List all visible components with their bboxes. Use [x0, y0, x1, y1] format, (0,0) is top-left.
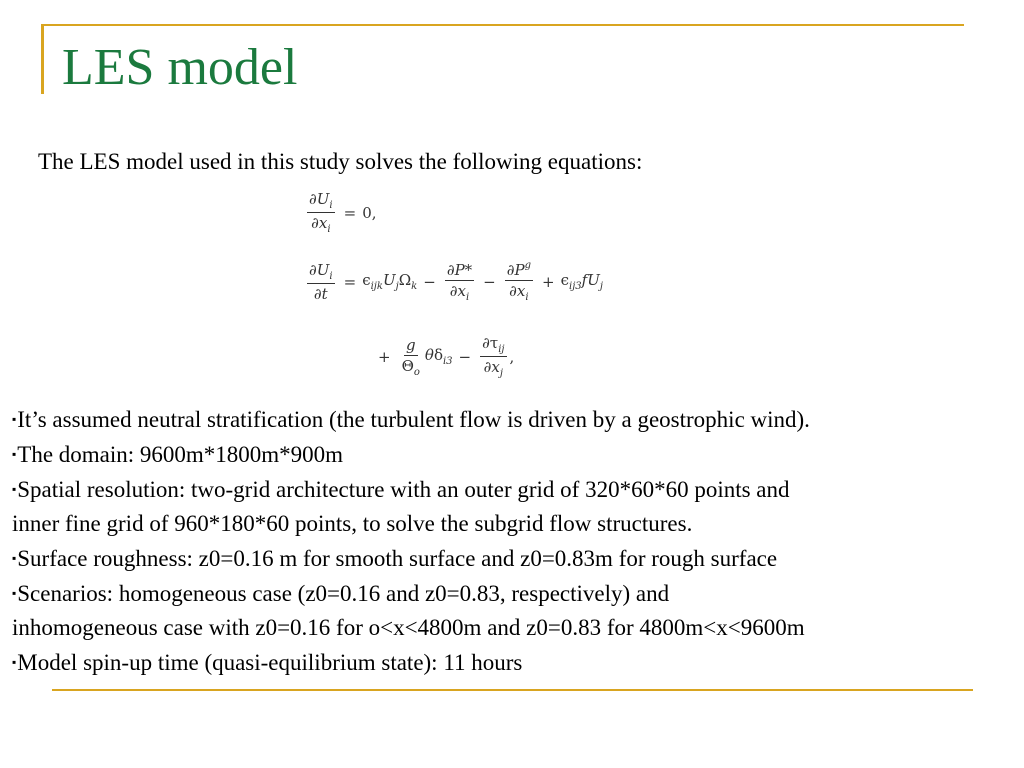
bullet-item: ▪The domain: 9600m*1800m*900m [12, 442, 344, 467]
bullet-marker: ▪ [12, 551, 17, 565]
bullet-item: ▪Scenarios: homogeneous case (z0=0.16 and z0=0.83, respectively) and [12, 581, 670, 606]
continuity-equation: $\frac{\partial U_i}{\partial x_i}$ = 0, [309, 190, 377, 235]
frame-top-rule [41, 24, 964, 26]
slide-title: LES model [62, 39, 298, 96]
bullet-marker: ▪ [12, 482, 17, 496]
bullet-marker: ▪ [12, 447, 17, 461]
frame-bottom-rule [52, 689, 973, 691]
bullet-item: ▪It’s assumed neutral stratification (the turbulent flow is driven by a geostrophic wind). [12, 407, 810, 432]
bullet-item-continuation: inner fine grid of 960*180*60 points, to solve the subgrid flow structures. [12, 511, 693, 536]
bullet-item: ▪Model spin-up time (quasi-equilibrium state): 11 hours [12, 650, 523, 675]
frame-left-rule [41, 24, 44, 94]
bullet-list [12, 402, 1017, 680]
bullet-item: ▪Surface roughness: z0=0.16 m for smooth surface and z0=0.83m for rough surface [12, 546, 778, 571]
momentum-equation-line-1: $\frac{\partial U_i}{\partial t}$ = $\epsilon_{ijk}U_j\Omega_k$ − $\frac{\partial P*}{\partial x_i}$ − $\frac{\partial P^g}{\partial x_i}$ + $\epsilon_{ij3}fU_j$ [309, 260, 603, 303]
bullet-marker: ▪ [12, 586, 17, 600]
bullet-marker: ▪ [12, 655, 17, 669]
bullet-item: ▪Spatial resolution: two-grid architecture with an outer grid of 320*60*60 points and [12, 477, 790, 502]
bullet-item-continuation: inhomogeneous case with z0=0.16 for o<x<4800m and z0=0.83 for 4800m<x<9600m [12, 615, 805, 640]
intro-text: The LES model used in this study solves the following equations: [38, 149, 643, 174]
momentum-equation-line-2: + $\frac{g}{\Theta_o}$ $\theta\delta_{i3}$ − $\frac{\partial\tau_{ij}}{\partial x_j}$ , [378, 334, 515, 379]
bullet-marker: ▪ [12, 412, 17, 426]
